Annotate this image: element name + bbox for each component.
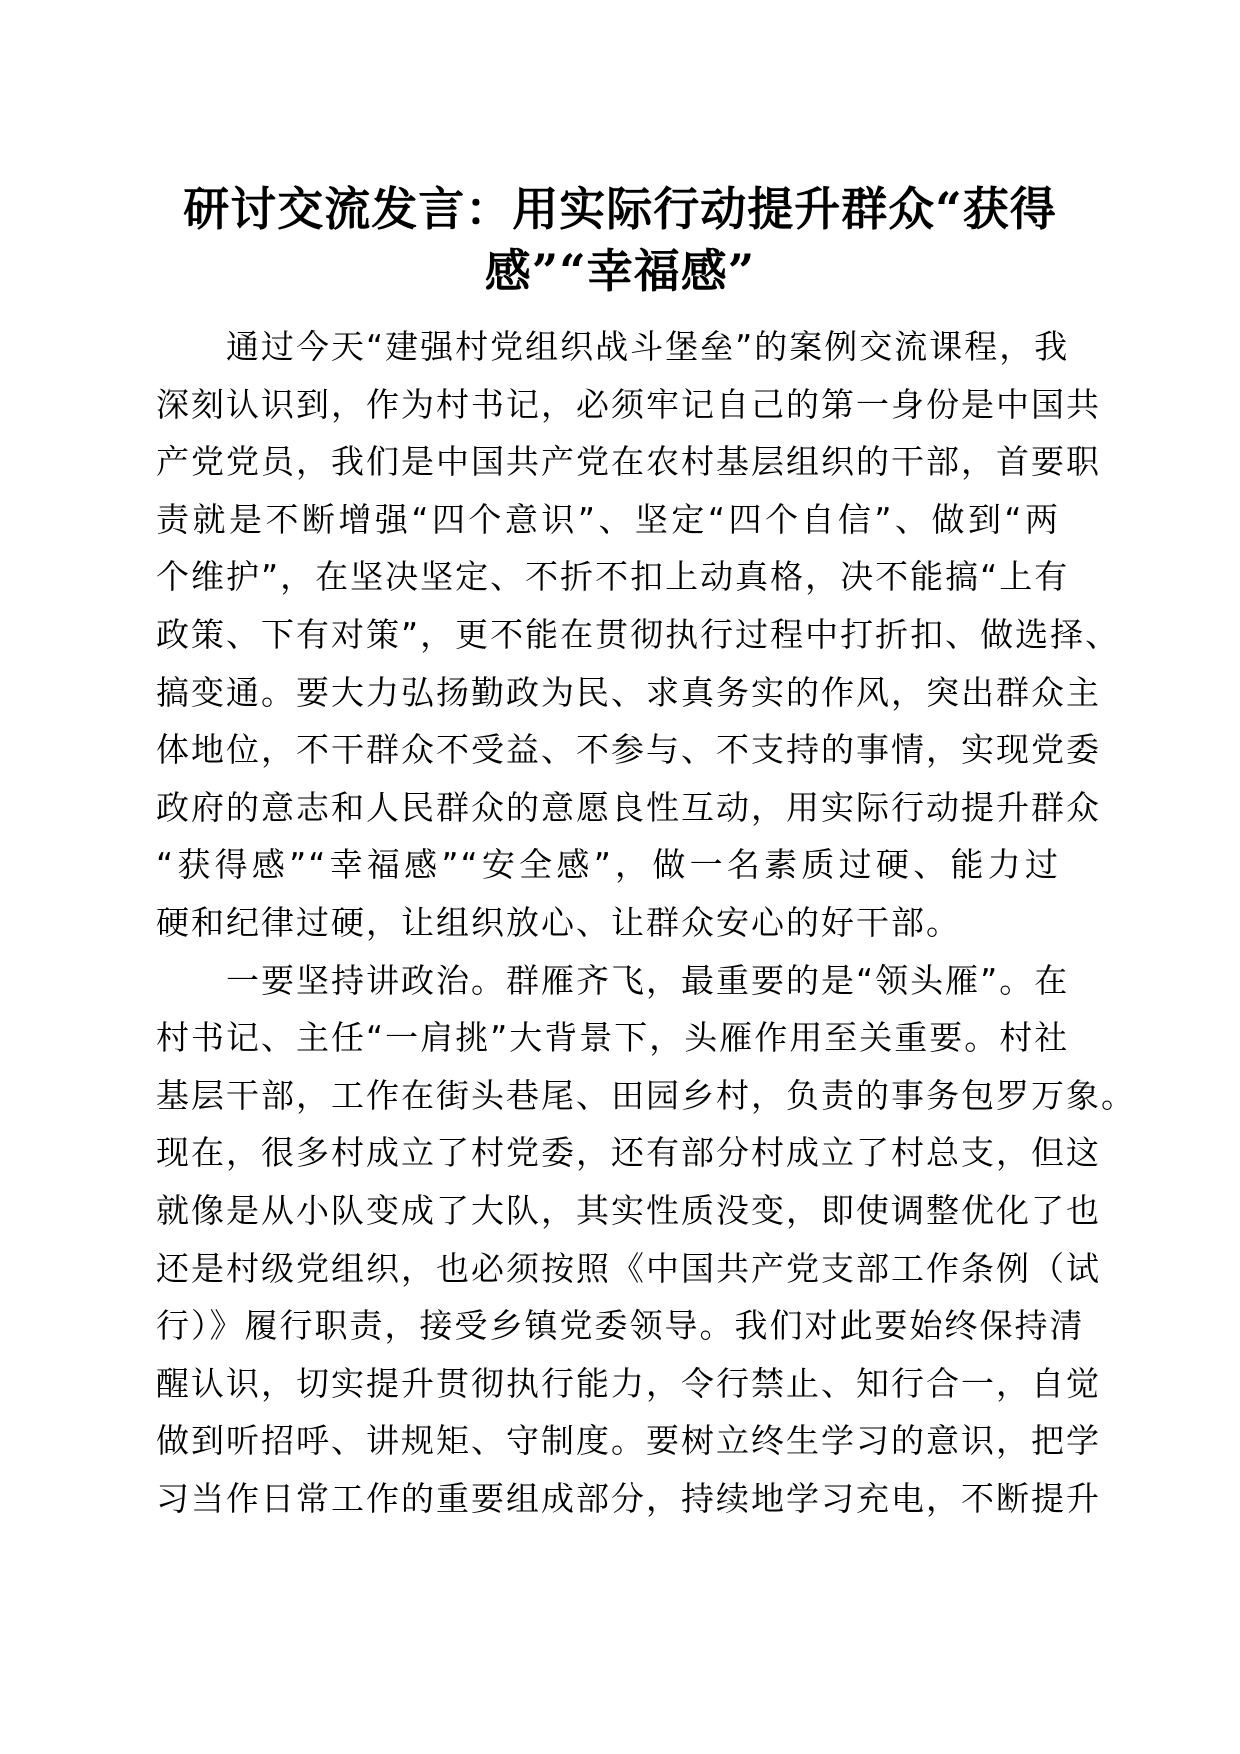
text-line: 深刻认识到，作为村书记，必须牢记自己的第一身份是中国共 — [156, 384, 1101, 424]
text-line: 就像是从小队变成了大队，其实性质没变，即使调整优化了也 — [156, 1190, 1101, 1230]
document-body — [156, 318, 1136, 1527]
text-line: 政策、下有对策”，更不能在贯彻执行过程中打折扣、做选择、 — [156, 614, 1121, 654]
text-line: 硬和纪律过硬，让组织放心、让群众安心的好干部。 — [156, 902, 961, 942]
text-line: 还是村级党组织，也必须按照《中国共产党支部工作条例（试 — [156, 1248, 1101, 1288]
text-line: 通过今天“建强村党组织战斗堡垒”的案例交流课程，我 — [226, 327, 1070, 366]
text-line: 个维护”，在坚决坚定、不折不扣上动真格，决不能搞“上有 — [156, 557, 1070, 597]
text-line: 现在，很多村成立了村党委，还有部分村成立了村总支，但这 — [156, 1133, 1101, 1173]
document-title — [150, 178, 1090, 302]
text-line: 产党党员，我们是中国共产党在农村基层组织的干部，首要职 — [156, 442, 1101, 482]
title-line: 研讨交流发言：用实际行动提升群众“获得 — [183, 182, 1057, 236]
text-line: 责就是不断增强“四个意识”、坚定“四个自信”、做到“两 — [156, 499, 1060, 539]
text-line: 行）》履行职责，接受乡镇党委领导。我们对此要始终保持清 — [156, 1306, 1085, 1346]
text-line: 习当作日常工作的重要组成部分，持续地学习充电，不断提升 — [156, 1478, 1101, 1518]
text-line: 搞变通。要大力弘扬勤政为民、求真务实的作风，突出群众主 — [156, 672, 1101, 712]
text-line: 体地位，不干群众不受益、不参与、不支持的事情，实现党委 — [156, 730, 1101, 770]
text-line: 政府的意志和人民群众的意愿良性互动，用实际行动提升群众 — [156, 787, 1101, 827]
paragraph-2 — [156, 952, 1136, 1528]
text-line: “获得感”“幸福感”“安全感”，做一名素质过硬、能力过 — [156, 845, 1060, 885]
text-line: 基层干部，工作在街头巷尾、田园乡村，负责的事务包罗万象。 — [156, 1075, 1136, 1115]
text-line: 村书记、主任“一肩挑”大背景下，头雁作用至关重要。村社 — [156, 1018, 1070, 1058]
text-line: 醒认识，切实提升贯彻执行能力，令行禁止、知行合一，自觉 — [156, 1363, 1101, 1403]
title-line: 感”“幸福感” — [484, 244, 756, 298]
text-line: 做到听招呼、讲规矩、守制度。要树立终生学习的意识，把学 — [156, 1421, 1101, 1461]
paragraph-1 — [156, 318, 1121, 952]
text-line: 一要坚持讲政治。群雁齐飞，最重要的是“领头雁”。在 — [226, 960, 1070, 1000]
